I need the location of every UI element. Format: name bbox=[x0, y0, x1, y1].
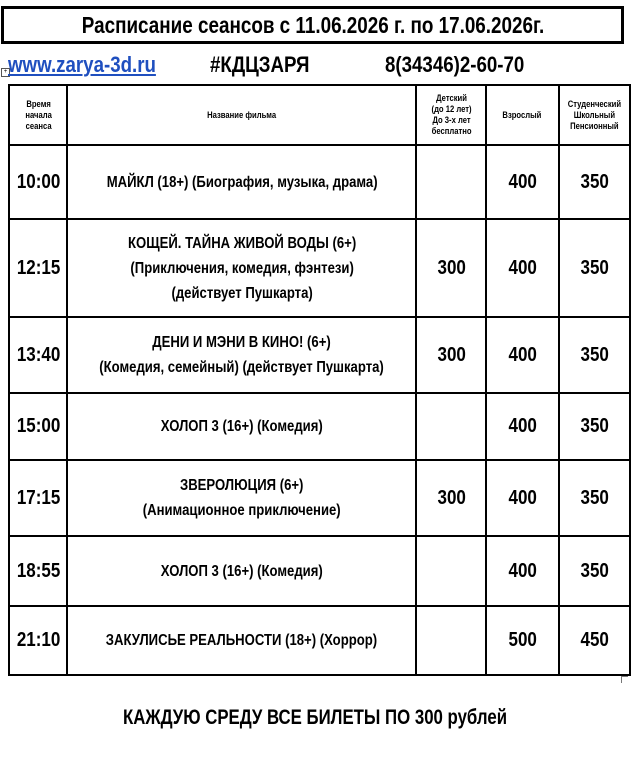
schedule-table bbox=[8, 84, 631, 676]
film-line: (Анимационное приключение) bbox=[142, 502, 341, 519]
film-line: МАЙКЛ (18+) (Биография, музыка, драма) bbox=[106, 173, 378, 191]
price-child: 300 bbox=[416, 460, 486, 536]
film-line: (Комедия, семейный) (действует Пушкарта) bbox=[99, 359, 385, 376]
header-adult: Взрослый bbox=[486, 85, 558, 145]
anchor-icon: + bbox=[1, 68, 10, 77]
film-title bbox=[67, 460, 416, 536]
price-adult: 500 bbox=[486, 606, 558, 675]
film-title bbox=[67, 145, 416, 219]
price-child bbox=[416, 393, 486, 460]
price-student: 450 bbox=[559, 606, 630, 675]
price-adult: 400 bbox=[486, 536, 558, 606]
film-title bbox=[67, 536, 416, 606]
table-row bbox=[9, 606, 630, 675]
session-time: 13:40 bbox=[9, 317, 67, 393]
film-title bbox=[67, 219, 416, 317]
price-child bbox=[416, 606, 486, 675]
price-adult: 400 bbox=[486, 393, 558, 460]
table-row bbox=[9, 460, 630, 536]
session-time: 12:15 bbox=[9, 219, 67, 317]
price-adult: 400 bbox=[486, 460, 558, 536]
price-student: 350 bbox=[559, 145, 630, 219]
price-child: 300 bbox=[416, 317, 486, 393]
price-student: 350 bbox=[559, 219, 630, 317]
price-child: 300 bbox=[416, 219, 486, 317]
header-time: Время начала сеанса bbox=[9, 85, 67, 145]
film-line: ХОЛОП 3 (16+) (Комедия) bbox=[160, 562, 323, 580]
table-row bbox=[9, 219, 630, 317]
table-header-row bbox=[9, 85, 630, 145]
film-title bbox=[67, 393, 416, 460]
session-time: 21:10 bbox=[9, 606, 67, 675]
table-row bbox=[9, 145, 630, 219]
table-row bbox=[9, 536, 630, 606]
price-adult: 400 bbox=[486, 317, 558, 393]
price-student: 350 bbox=[559, 536, 630, 606]
table-row bbox=[9, 317, 630, 393]
schedule-title: Расписание сеансов с 11.06.2026 г. по 17.06.2026г. bbox=[81, 11, 544, 38]
price-child bbox=[416, 145, 486, 219]
promo-text: КАЖДУЮ СРЕДУ ВСЕ БИЛЕТЫ ПО 300 рублей bbox=[123, 706, 508, 729]
session-time: 18:55 bbox=[9, 536, 67, 606]
film-line: (Приключения, комедия, фэнтези) bbox=[130, 259, 354, 277]
header-film: Название фильма bbox=[67, 85, 416, 145]
film-title bbox=[67, 606, 416, 675]
price-student: 350 bbox=[559, 393, 630, 460]
price-student: 350 bbox=[559, 460, 630, 536]
schedule-title-box bbox=[1, 6, 624, 44]
film-line: КОЩЕЙ. ТАЙНА ЖИВОЙ ВОДЫ (6+) bbox=[127, 234, 357, 252]
hashtag: #КДЦЗАРЯ bbox=[210, 52, 310, 77]
film-line: ХОЛОП 3 (16+) (Комедия) bbox=[160, 418, 323, 435]
film-line: (действует Пушкарта) bbox=[171, 284, 313, 302]
film-line: ДЕНИ И МЭНИ В КИНО! (6+) bbox=[152, 334, 332, 351]
film-title bbox=[67, 317, 416, 393]
film-line: ЗВЕРОЛЮЦИЯ (6+) bbox=[180, 477, 304, 494]
price-adult: 400 bbox=[486, 145, 558, 219]
session-time: 10:00 bbox=[9, 145, 67, 219]
price-student: 350 bbox=[559, 317, 630, 393]
price-adult: 400 bbox=[486, 219, 558, 317]
website-link[interactable]: www.zarya-3d.ru bbox=[8, 52, 156, 77]
film-line: ЗАКУЛИСЬЕ РЕАЛЬНОСТИ (18+) (Хоррор) bbox=[106, 632, 378, 649]
table-row bbox=[9, 393, 630, 460]
session-time: 17:15 bbox=[9, 460, 67, 536]
price-child bbox=[416, 536, 486, 606]
promo-footer bbox=[0, 706, 631, 730]
header-student: Студенческий Школьный Пенсионный bbox=[559, 85, 630, 145]
header-child: Детский (до 12 лет) До 3-х лет бесплатно bbox=[416, 85, 486, 145]
session-time: 15:00 bbox=[9, 393, 67, 460]
phone-number: 8(34346)2-60-70 bbox=[385, 52, 525, 77]
page-corner-mark bbox=[621, 676, 628, 683]
